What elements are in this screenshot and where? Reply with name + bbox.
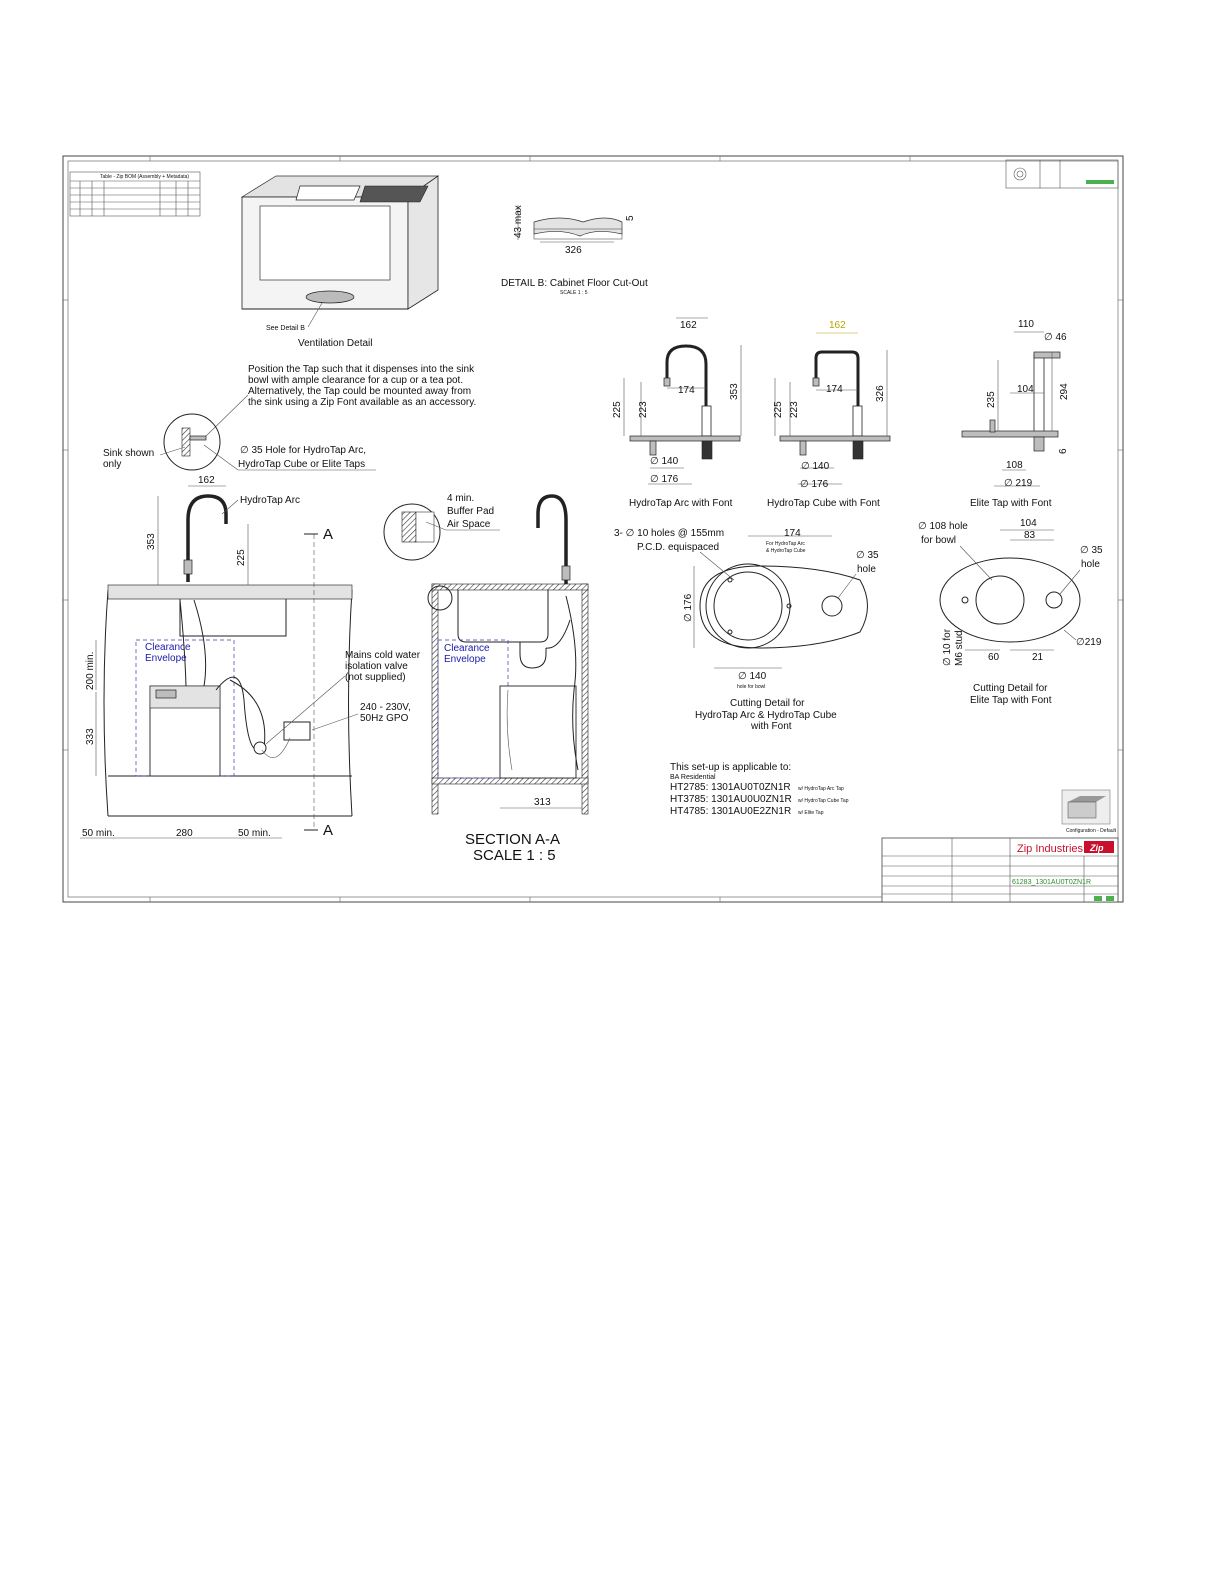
clearance-label-2: Envelope <box>145 653 187 664</box>
section-title: SECTION A-A <box>465 831 561 848</box>
front-dim-50b: 50 min. <box>238 828 271 839</box>
ventilation-caption: Ventilation Detail <box>298 338 373 349</box>
cut-arc-caption-1: Cutting Detail for <box>730 698 805 709</box>
cube-dim-326: 326 <box>875 385 886 402</box>
elite-cut-dim-219: ∅219 <box>1076 637 1102 648</box>
cube-font-caption: HydroTap Cube with Font <box>767 498 880 509</box>
section-dim-313: 313 <box>534 797 551 808</box>
elite-cut-dim-21: 21 <box>1032 652 1044 663</box>
elite-hole35-1: ∅ 35 <box>1080 545 1103 556</box>
company-name: Zip Industries <box>1017 843 1084 855</box>
mains-label-1: Mains cold water <box>345 650 421 661</box>
elite-hole35-2: hole <box>1081 559 1100 570</box>
config-thumbnail <box>1062 790 1117 834</box>
note-line-2: bowl with ample clearance for a cup or a tea pot. <box>248 375 464 386</box>
cut-dim-140: ∅ 140 <box>738 671 767 682</box>
arc-dim-353: 353 <box>729 383 740 400</box>
cube-dim-223: 223 <box>789 401 800 418</box>
sink-shown-2: only <box>103 459 122 470</box>
elite-bowl-2: for bowl <box>921 535 957 546</box>
elite-dim-219: ∅ 219 <box>1004 478 1033 489</box>
detail-b-scale: SCALE 1 : 5 <box>560 290 588 296</box>
applicable-item-2-note: w/ HydroTap Cube Tap <box>798 798 849 804</box>
cut-hole35-2: hole <box>857 564 876 575</box>
cube-dim-225: 225 <box>773 401 784 418</box>
see-detail-label: See Detail B <box>266 325 305 332</box>
front-dim-162: 162 <box>198 475 215 486</box>
cut-hole35-1: ∅ 35 <box>856 550 879 561</box>
elite-cut-caption-1: Cutting Detail for <box>973 683 1048 694</box>
mains-label-2: isolation valve <box>345 661 408 672</box>
cut-for-1: For HydroTap Arc <box>766 541 805 547</box>
elite-font-caption: Elite Tap with Font <box>970 498 1052 509</box>
front-dim-225: 225 <box>236 549 247 566</box>
clearance-label-1: Clearance <box>145 642 191 653</box>
cut-arc-caption-3: with Font <box>751 721 792 732</box>
note-line-3: Alternatively, the Tap could be mounted away from <box>248 386 472 397</box>
dim-5: 5 <box>625 215 636 221</box>
drawing-number: 61283_1301AU0T0ZN1R <box>1012 879 1091 886</box>
elite-dim-104: 104 <box>1017 384 1034 395</box>
arc-dim-223: 223 <box>638 401 649 418</box>
buffer-line-3: Air Space <box>447 519 491 530</box>
cube-dim-174: 174 <box>826 384 843 395</box>
cut-bowl-hole: hole for bowl <box>737 684 766 690</box>
dim-326: 326 <box>565 245 582 256</box>
applicable-item-1-code: HT2785: 1301AU0T0ZN1R <box>670 782 791 793</box>
buffer-line-1: 4 min. <box>447 493 475 504</box>
elite-dim-108: 108 <box>1006 460 1023 471</box>
applicable-item-3-note: w/ Elite Tap <box>798 810 824 816</box>
cut-dim-174: 174 <box>784 528 801 539</box>
arc-dim-140: ∅ 140 <box>650 456 679 467</box>
front-dim-200: 200 min. <box>85 651 96 690</box>
applicable-title: This set-up is applicable to: <box>670 762 792 773</box>
elite-cut-dim-83: 83 <box>1024 530 1036 541</box>
arc-font-caption: HydroTap Arc with Font <box>629 498 733 509</box>
front-dim-333: 333 <box>85 728 96 745</box>
cut-dim-176: ∅ 176 <box>683 593 694 622</box>
gpo-label-2: 50Hz GPO <box>360 713 409 724</box>
elite-dim-110: 110 <box>1018 319 1034 330</box>
applicable-subtitle: BA Residential <box>670 774 716 781</box>
gpo-label-1: 240 - 230V, <box>360 702 411 713</box>
elite-stud-1: ∅ 10 for <box>942 628 953 666</box>
elite-dim-6: 6 <box>1058 448 1069 454</box>
elite-dim-235: 235 <box>986 391 997 408</box>
elite-cut-caption-2: Elite Tap with Font <box>970 695 1052 706</box>
config-caption: Configuration - Default <box>1066 828 1117 834</box>
cube-dim-176: ∅ 176 <box>800 479 829 490</box>
cut-holes-2: P.C.D. equispaced <box>637 542 720 553</box>
note-line-4: the sink using a Zip Font available as an accessory. <box>248 397 477 408</box>
front-dim-50a: 50 min. <box>82 828 115 839</box>
note-line-1: Position the Tap such that it dispenses into the sink <box>248 364 475 375</box>
bom-header: Table - Zip BOM (Assembly + Metadata) <box>100 174 190 180</box>
section-clearance-1: Clearance <box>444 643 490 654</box>
elite-dim-294: 294 <box>1059 383 1070 400</box>
elite-cut-dim-60: 60 <box>988 652 1000 663</box>
applicable-item-3-code: HT4785: 1301AU0E2ZN1R <box>670 806 792 817</box>
zip-logo: Zip <box>1090 843 1104 853</box>
mains-label-3: (not supplied) <box>345 672 406 683</box>
hole-note-2: HydroTap Cube or Elite Taps <box>238 459 366 470</box>
cube-dim-140: ∅ 140 <box>801 461 830 472</box>
section-scale: SCALE 1 : 5 <box>473 847 556 864</box>
cut-for-2: & HydroTap Cube <box>766 548 806 554</box>
hole-note-1: ∅ 35 Hole for HydroTap Arc, <box>240 445 366 456</box>
arc-dim-225: 225 <box>612 401 623 418</box>
detail-b-title: DETAIL B: Cabinet Floor Cut-Out <box>501 278 648 289</box>
front-dim-280: 280 <box>176 828 193 839</box>
section-clearance-2: Envelope <box>444 654 486 665</box>
arc-dim-162: 162 <box>680 320 697 331</box>
section-marker-bottom: A <box>323 822 334 839</box>
front-dim-353: 353 <box>146 533 157 550</box>
elite-bowl-1: ∅ 108 hole <box>918 521 968 532</box>
arc-dim-176: ∅ 176 <box>650 474 679 485</box>
elite-stud-2: M6 stud <box>954 630 965 666</box>
sink-shown-1: Sink shown <box>103 448 155 459</box>
dim-43-max: 43 max <box>513 205 524 238</box>
elite-cut-dim-104: 104 <box>1020 518 1037 529</box>
cut-holes-1: 3- ∅ 10 holes @ 155mm <box>614 528 725 539</box>
cube-dim-162: 162 <box>829 320 846 331</box>
front-label-arc: HydroTap Arc <box>240 495 301 506</box>
title-block <box>882 838 1118 902</box>
buffer-line-2: Buffer Pad <box>447 506 495 517</box>
section-marker-top: A <box>323 526 334 543</box>
applicable-item-1-note: w/ HydroTap Arc Tap <box>798 786 844 792</box>
elite-dim-46: ∅ 46 <box>1044 332 1067 343</box>
arc-dim-174: 174 <box>678 385 695 396</box>
cut-arc-caption-2: HydroTap Arc & HydroTap Cube <box>695 710 837 721</box>
applicable-item-2-code: HT3785: 1301AU0U0ZN1R <box>670 794 792 805</box>
